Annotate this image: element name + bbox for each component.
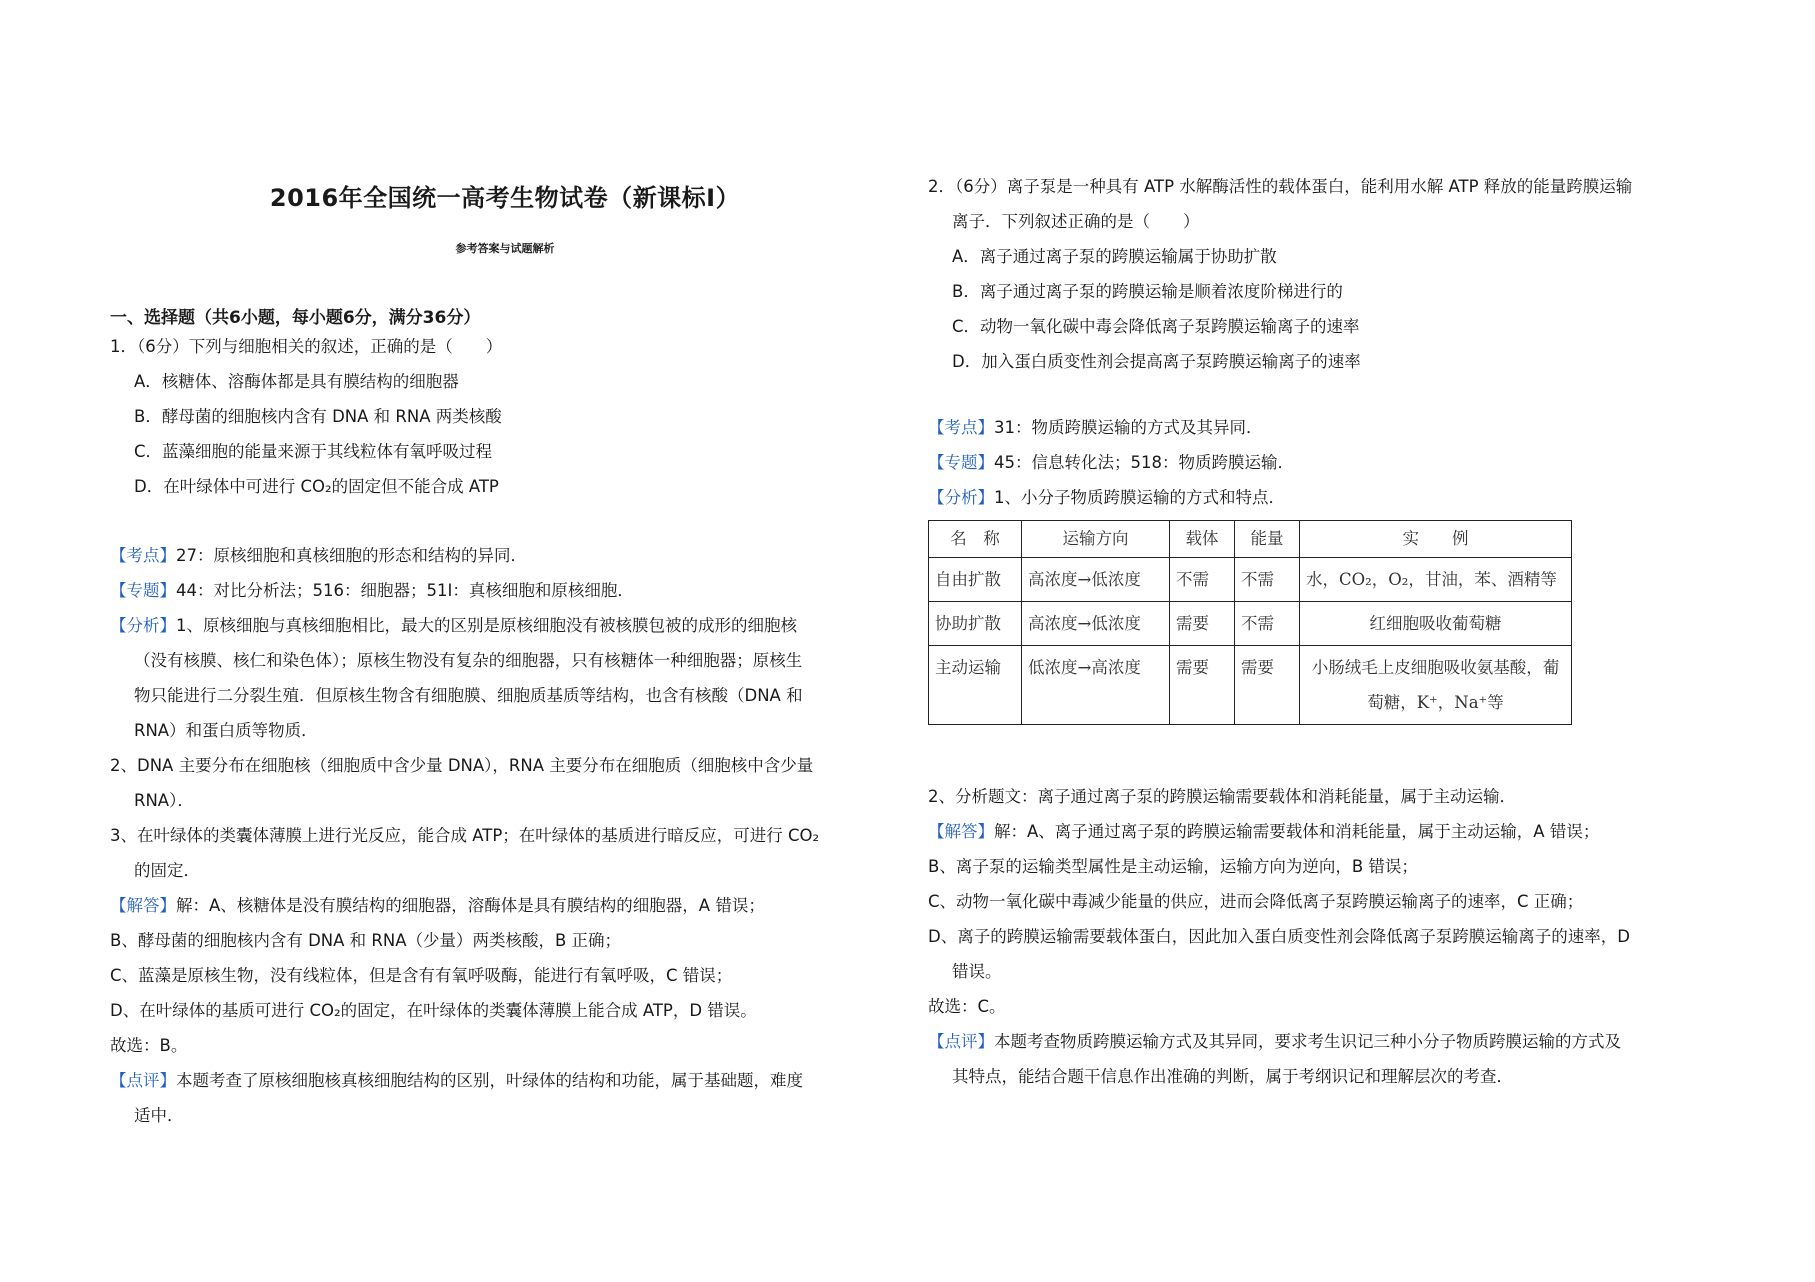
table-header: 名 称 — [929, 521, 1022, 558]
q2-option-d: D．加入蛋白质变性剂会提高离子泵跨膜运输离子的速率 — [952, 352, 1361, 371]
table-cell: 不需 — [1235, 558, 1300, 602]
transport-table — [928, 520, 1572, 725]
zhuanti-tag: 【专题】 — [928, 453, 994, 472]
dianping-tag: 【点评】 — [110, 1071, 176, 1090]
fenxi-line: 3、在叶绿体的类囊体薄膜上进行光反应，能合成 ATP；在叶绿体的基质进行暗反应，可进行 CO₂ — [110, 826, 820, 845]
zhuanti-tag: 【专题】 — [110, 581, 176, 600]
table-cell: 主动运输 — [929, 646, 1022, 725]
jieda-tag: 【解答】 — [110, 896, 176, 915]
q1-answer: 故选：B。 — [110, 1036, 188, 1055]
q1-option-c: C．蓝藻细胞的能量来源于其线粒体有氧呼吸过程 — [134, 442, 493, 461]
dianping-line: 本题考查了原核细胞核真核细胞结构的区别，叶绿体的结构和功能，属于基础题，难度 — [176, 1071, 803, 1090]
jieda-line: 解：A、离子通过离子泵的跨膜运输需要载体和消耗能量，属于主动运输，A 错误； — [994, 822, 1600, 841]
jieda-line: B、酵母菌的细胞核内含有 DNA 和 RNA（少量）两类核酸，B 正确； — [110, 931, 622, 950]
q2-fenxi-2: 2、分析题文：离子通过离子泵的跨膜运输需要载体和消耗能量，属于主动运输． — [928, 787, 1516, 806]
jieda-line: 解：A、核糖体是没有膜结构的细胞器，溶酶体是具有膜结构的细胞器，A 错误； — [176, 896, 765, 915]
fenxi-line: RNA）和蛋白质等物质． — [134, 721, 318, 740]
zhuanti-text: 44：对比分析法；516：细胞器；51I：真核细胞和原核细胞． — [176, 581, 634, 600]
jieda-tag: 【解答】 — [928, 822, 994, 841]
jieda-line: D、在叶绿体的基质可进行 CO₂的固定，在叶绿体的类囊体薄膜上能合成 ATP，D 错误。 — [110, 1001, 757, 1020]
table-row — [929, 558, 1572, 602]
table-cell: 低浓度→高浓度 — [1022, 646, 1170, 725]
fenxi-line: 2、DNA 主要分布在细胞核（细胞质中含少量 DNA），RNA 主要分布在细胞质（细胞核中含少量 — [110, 756, 814, 775]
table-cell: 不需 — [1170, 558, 1235, 602]
q1-fenxi — [110, 616, 797, 636]
jieda-line: C、蓝藻是原核生物，没有线粒体，但是含有有氧呼吸酶，能进行有氧呼吸，C 错误； — [110, 966, 733, 985]
jieda-line: 错误。 — [952, 962, 1002, 981]
kaodian-tag: 【考点】 — [928, 418, 994, 437]
q2-zhuanti — [928, 453, 1294, 473]
dianping-line: 本题考查物质跨膜运输方式及其异同，要求考生识记三种小分子物质跨膜运输的方式及 — [994, 1032, 1621, 1051]
table-cell: 自由扩散 — [929, 558, 1022, 602]
table-header-row — [929, 521, 1572, 558]
fenxi-line: RNA）． — [134, 791, 194, 810]
q2-dianping — [928, 1032, 1621, 1052]
q1-stem: 1．（6分）下列与细胞相关的叙述，正确的是（ ） — [110, 337, 503, 356]
table-cell: 水，CO₂，O₂，甘油，苯、酒精等 — [1300, 558, 1572, 602]
q2-option-b: B．离子通过离子泵的跨膜运输是顺着浓度阶梯进行的 — [952, 282, 1343, 301]
q1-jieda — [110, 896, 765, 916]
kaodian-tag: 【考点】 — [110, 546, 176, 565]
jieda-line: B、离子泵的运输类型属性是主动运输，运输方向为逆向，B 错误； — [928, 857, 1418, 876]
dianping-line: 适中． — [134, 1106, 184, 1125]
q1-option-b: B．酵母菌的细胞核内含有 DNA 和 RNA 两类核酸 — [134, 407, 502, 426]
section-heading: 一、选择题（共6小题，每小题6分，满分36分） — [110, 308, 481, 328]
q1-kaodian — [110, 546, 527, 566]
table-cell: 需要 — [1235, 646, 1300, 725]
q2-kaodian — [928, 418, 1263, 438]
q2-option-c: C．动物一氧化碳中毒会降低离子泵跨膜运输离子的速率 — [952, 317, 1360, 336]
table-cell: 高浓度→低浓度 — [1022, 558, 1170, 602]
table-header: 运输方向 — [1022, 521, 1170, 558]
fenxi-line: 物只能进行二分裂生殖．但原核生物含有细胞膜、细胞质基质等结构，也含有核酸（DNA 和 — [134, 686, 803, 705]
kaodian-text: 31：物质跨膜运输的方式及其异同． — [994, 418, 1263, 437]
q2-jieda — [928, 822, 1599, 842]
fenxi-line: 1、原核细胞与真核细胞相比，最大的区别是原核细胞没有被核膜包被的成形的细胞核 — [176, 616, 797, 635]
fenxi-tag: 【分析】 — [928, 488, 994, 507]
table-header: 实 例 — [1300, 521, 1572, 558]
q2-stem-cont: 离子．下列叙述正确的是（ ） — [952, 212, 1200, 231]
page-title: 2016年全国统一高考生物试卷（新课标I） — [269, 184, 741, 212]
jieda-line: C、动物一氧化碳中毒减少能量的供应，进而会降低离子泵跨膜运输离子的速率，C 正确； — [928, 892, 1584, 911]
table-cell: 协助扩散 — [929, 602, 1022, 646]
q1-option-a: A．核糖体、溶酶体都是具有膜结构的细胞器 — [134, 372, 459, 391]
table-cell: 高浓度→低浓度 — [1022, 602, 1170, 646]
table-cell: 需要 — [1170, 602, 1235, 646]
fenxi-line: 1、小分子物质跨膜运输的方式和特点． — [994, 488, 1285, 507]
zhuanti-text: 45：信息转化法；518：物质跨膜运输． — [994, 453, 1294, 472]
fenxi-line: （没有核膜、核仁和染色体）；原核生物没有复杂的细胞器，只有核糖体一种细胞器；原核生 — [134, 651, 803, 670]
fenxi-tag: 【分析】 — [110, 616, 176, 635]
table-row — [929, 646, 1572, 725]
dianping-tag: 【点评】 — [928, 1032, 994, 1051]
q1-zhuanti — [110, 581, 634, 601]
fenxi-line: 的固定． — [134, 861, 200, 880]
q2-fenxi — [928, 488, 1285, 508]
table-cell: 不需 — [1235, 602, 1300, 646]
jieda-line: D、离子的跨膜运输需要载体蛋白，因此加入蛋白质变性剂会降低离子泵跨膜运输离子的速率，D — [928, 927, 1630, 946]
table-row — [929, 602, 1572, 646]
q2-stem: 2．（6分）离子泵是一种具有 ATP 水解酶活性的载体蛋白，能利用水解 ATP 释放的能量跨膜运输 — [928, 177, 1633, 196]
table-cell: 小肠绒毛上皮细胞吸收氨基酸，葡萄糖，K⁺，Na⁺等 — [1300, 646, 1572, 725]
kaodian-text: 27：原核细胞和真核细胞的形态和结构的异同． — [176, 546, 527, 565]
q1-dianping — [110, 1071, 803, 1091]
dianping-line: 其特点，能结合题干信息作出准确的判断，属于考纲识记和理解层次的考查． — [952, 1067, 1513, 1086]
q1-option-d: D．在叶绿体中可进行 CO₂的固定但不能合成 ATP — [134, 477, 499, 496]
page-subtitle: 参考答案与试题解析 — [455, 242, 555, 255]
table-cell: 需要 — [1170, 646, 1235, 725]
q2-answer: 故选：C。 — [928, 997, 1006, 1016]
table-header: 能量 — [1235, 521, 1300, 558]
table-header: 载体 — [1170, 521, 1235, 558]
q2-option-a: A．离子通过离子泵的跨膜运输属于协助扩散 — [952, 247, 1277, 266]
table-cell: 红细胞吸收葡萄糖 — [1300, 602, 1572, 646]
